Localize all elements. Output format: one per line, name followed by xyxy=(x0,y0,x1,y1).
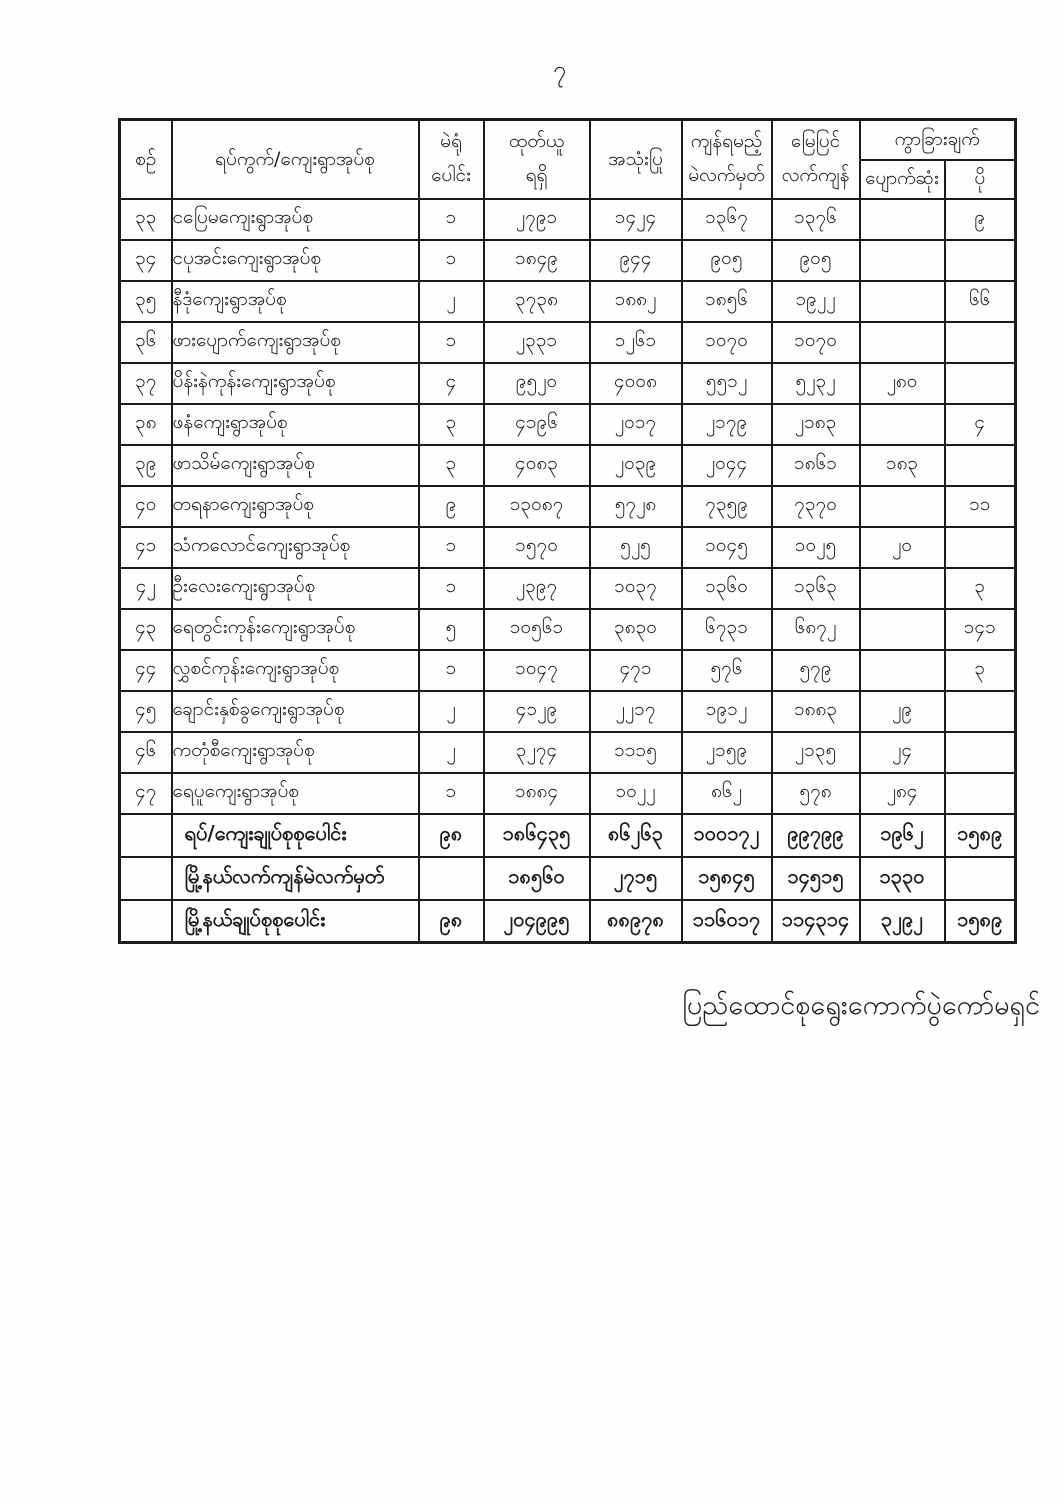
header-ground-remain-line1: မြေပြင် xyxy=(790,130,841,153)
name-cell: သံကလောင်ကျေးရွာအုပ်စု xyxy=(172,527,419,568)
header-ground-remain xyxy=(772,120,860,199)
stations-cell: ၁ xyxy=(419,568,484,609)
ground-remain-cell: ၂၁၃၅ xyxy=(772,732,860,773)
ballot-summary-table xyxy=(118,118,1017,944)
missing-cell: ၁၉၆၂ xyxy=(860,814,945,857)
serial-cell xyxy=(120,814,172,857)
missing-cell xyxy=(860,609,945,650)
stations-cell: ၁ xyxy=(419,322,484,363)
name-cell: ကတုံစီကျေးရွာအုပ်စု xyxy=(172,732,419,773)
extra-cell: ၃ xyxy=(945,650,1016,691)
name-cell: ဖနံကျေးရွာအုပ်စု xyxy=(172,404,419,445)
summary-row xyxy=(120,857,1016,900)
used-cell: ၁၁၁၅ xyxy=(590,732,682,773)
extra-cell: ၁၁ xyxy=(945,486,1016,527)
name-cell: ပိန်းနဲကုန်းကျေးရွာအုပ်စု xyxy=(172,363,419,404)
ground-remain-cell: ၆၈၇၂ xyxy=(772,609,860,650)
used-cell: ၁၂၆၁ xyxy=(590,322,682,363)
issued-cell: ၄၁၂၉ xyxy=(484,691,590,732)
required-remain-cell: ၁၀၇၀ xyxy=(682,322,772,363)
table-row xyxy=(120,281,1016,322)
ground-remain-cell: ၁၉၂၂ xyxy=(772,281,860,322)
stations-cell: ၁ xyxy=(419,240,484,281)
name-cell: ဖားပျောက်ကျေးရွာအုပ်စု xyxy=(172,322,419,363)
header-issued xyxy=(484,120,590,199)
stations-cell: ၃ xyxy=(419,445,484,486)
name-cell: ချောင်းနှစ်ခွကျေးရွာအုပ်စု xyxy=(172,691,419,732)
header-polling-stations xyxy=(419,120,484,199)
stations-cell: ၂ xyxy=(419,691,484,732)
required-remain-cell: ၁၈၅၆ xyxy=(682,281,772,322)
required-remain-cell: ၂၁၇၉ xyxy=(682,404,772,445)
missing-cell: ၂၄ xyxy=(860,732,945,773)
table-row xyxy=(120,527,1016,568)
required-remain-cell: ၅၅၁၂ xyxy=(682,363,772,404)
missing-cell: ၁၈၃ xyxy=(860,445,945,486)
issued-cell: ၄၀၈၃ xyxy=(484,445,590,486)
table-row xyxy=(120,732,1016,773)
table-row xyxy=(120,568,1016,609)
missing-cell xyxy=(860,650,945,691)
table-row xyxy=(120,773,1016,814)
serial-cell: ၄၅ xyxy=(120,691,172,732)
header-extra: ပို xyxy=(945,160,1016,199)
extra-cell: ၁၅၈၉ xyxy=(945,900,1016,943)
used-cell: ၂၇၁၅ xyxy=(590,857,682,900)
used-cell: ၃၈၃၀ xyxy=(590,609,682,650)
header-issued-line2: ရရှိ xyxy=(525,164,548,187)
ground-remain-cell: ၁၈၈၃ xyxy=(772,691,860,732)
stations-cell: ၁ xyxy=(419,650,484,691)
issued-cell: ၉၅၂၀ xyxy=(484,363,590,404)
extra-cell: ၆၆ xyxy=(945,281,1016,322)
issued-cell: ၁၀၄၇ xyxy=(484,650,590,691)
extra-cell xyxy=(945,773,1016,814)
required-remain-cell: ၁၃၆၇ xyxy=(682,199,772,240)
header-used: အသုံးပြု xyxy=(590,120,682,199)
name-cell: တရနာကျေးရွာအုပ်စု xyxy=(172,486,419,527)
stations-cell: ၁ xyxy=(419,773,484,814)
page-number: ၇ xyxy=(553,57,567,83)
stations-cell xyxy=(419,857,484,900)
used-cell: ၉၄၄ xyxy=(590,240,682,281)
summary-row xyxy=(120,814,1016,857)
ground-remain-cell: ၁၁၄၃၁၄ xyxy=(772,900,860,943)
extra-cell xyxy=(945,322,1016,363)
serial-cell: ၄၆ xyxy=(120,732,172,773)
stations-cell: ၉၈ xyxy=(419,900,484,943)
name-cell: ငပုအင်းကျေးရွာအုပ်စု xyxy=(172,240,419,281)
table-row xyxy=(120,199,1016,240)
serial-cell xyxy=(120,900,172,943)
summary-label-cell: မြို့နယ်လက်ကျန်မဲလက်မှတ် xyxy=(172,857,419,900)
table-row xyxy=(120,322,1016,363)
header-ward-village: ရပ်ကွက်/ကျေးရွာအုပ်စု xyxy=(172,120,419,199)
extra-cell xyxy=(945,732,1016,773)
ground-remain-cell: ၅၇၉ xyxy=(772,650,860,691)
required-remain-cell: ၆၇၃၁ xyxy=(682,609,772,650)
issued-cell: ၂၇၉၁ xyxy=(484,199,590,240)
used-cell: ၁၀၃၇ xyxy=(590,568,682,609)
table-row xyxy=(120,363,1016,404)
serial-cell: ၃၅ xyxy=(120,281,172,322)
issued-cell: ၁၅၇၀ xyxy=(484,527,590,568)
header-polling-stations-line2: ပေါင်း xyxy=(431,164,471,187)
serial-cell: ၃၇ xyxy=(120,363,172,404)
missing-cell xyxy=(860,281,945,322)
table-body xyxy=(120,199,1016,943)
ground-remain-cell: ၇၃၇၀ xyxy=(772,486,860,527)
name-cell: နီဒုံကျေးရွာအုပ်စု xyxy=(172,281,419,322)
stations-cell: ၁ xyxy=(419,199,484,240)
missing-cell: ၃၂၉၂ xyxy=(860,900,945,943)
serial-cell: ၃၃ xyxy=(120,199,172,240)
issued-cell: ၁၈၈၄ xyxy=(484,773,590,814)
issued-cell: ၂၃၃၁ xyxy=(484,322,590,363)
stations-cell: ၅ xyxy=(419,609,484,650)
used-cell: ၂၀၁၇ xyxy=(590,404,682,445)
used-cell: ၂၀၃၉ xyxy=(590,445,682,486)
required-remain-cell: ၁၅၈၄၅ xyxy=(682,857,772,900)
extra-cell: ၉ xyxy=(945,199,1016,240)
missing-cell xyxy=(860,240,945,281)
required-remain-cell: ၈၆၂ xyxy=(682,773,772,814)
used-cell: ၄၀၀၈ xyxy=(590,363,682,404)
table-row xyxy=(120,609,1016,650)
missing-cell: ၂၉ xyxy=(860,691,945,732)
used-cell: ၁၄၂၄ xyxy=(590,199,682,240)
ground-remain-cell: ၁၀၂၅ xyxy=(772,527,860,568)
header-missing: ပျောက်ဆုံး xyxy=(860,160,945,199)
serial-cell: ၄၄ xyxy=(120,650,172,691)
ground-remain-cell: ၁၀၇၀ xyxy=(772,322,860,363)
missing-cell: ၁၃၃၀ xyxy=(860,857,945,900)
extra-cell: ၁၅၈၉ xyxy=(945,814,1016,857)
serial-cell: ၃၈ xyxy=(120,404,172,445)
used-cell: ၂၂၁၇ xyxy=(590,691,682,732)
header-row-main xyxy=(120,120,1016,160)
used-cell: ၁၀၂၂ xyxy=(590,773,682,814)
serial-cell xyxy=(120,857,172,900)
required-remain-cell: ၉၀၅ xyxy=(682,240,772,281)
extra-cell: ၃ xyxy=(945,568,1016,609)
ground-remain-cell: ၅၂၃၂ xyxy=(772,363,860,404)
issued-cell: ၂၃၉၇ xyxy=(484,568,590,609)
stations-cell: ၄ xyxy=(419,363,484,404)
ground-remain-cell: ၁၄၅၁၅ xyxy=(772,857,860,900)
serial-cell: ၄၇ xyxy=(120,773,172,814)
header-polling-stations-line1: မဲရုံ xyxy=(440,130,462,153)
header-difference: ကွာခြားချက် xyxy=(860,120,1016,160)
summary-label-cell: ရပ်/ကျေးချုပ်စုစုပေါင်း xyxy=(172,814,419,857)
issued-cell: ၂၀၄၉၉၅ xyxy=(484,900,590,943)
issued-cell: ၄၁၉၆ xyxy=(484,404,590,445)
missing-cell xyxy=(860,322,945,363)
table-row xyxy=(120,445,1016,486)
extra-cell xyxy=(945,857,1016,900)
name-cell: ရေပူကျေးရွာအုပ်စု xyxy=(172,773,419,814)
issued-cell: ၁၃၀၈၇ xyxy=(484,486,590,527)
missing-cell xyxy=(860,486,945,527)
serial-cell: ၄၂ xyxy=(120,568,172,609)
used-cell: ၈၈၉၇၈ xyxy=(590,900,682,943)
name-cell: ရေတွင်းကုန်းကျေးရွာအုပ်စု xyxy=(172,609,419,650)
serial-cell: ၄၁ xyxy=(120,527,172,568)
header-issued-line1: ထုတ်ယူ xyxy=(508,130,565,153)
issued-cell: ၁၈၆၄၃၅ xyxy=(484,814,590,857)
ground-remain-cell: ၂၁၈၃ xyxy=(772,404,860,445)
serial-cell: ၃၉ xyxy=(120,445,172,486)
serial-cell: ၃၆ xyxy=(120,322,172,363)
table-row xyxy=(120,486,1016,527)
required-remain-cell: ၁၁၆၀၁၇ xyxy=(682,900,772,943)
extra-cell xyxy=(945,691,1016,732)
missing-cell: ၂၈၄ xyxy=(860,773,945,814)
ground-remain-cell: ၉၀၅ xyxy=(772,240,860,281)
stations-cell: ၂ xyxy=(419,732,484,773)
used-cell: ၁၈၈၂ xyxy=(590,281,682,322)
stations-cell: ၂ xyxy=(419,281,484,322)
table-header xyxy=(120,120,1016,199)
extra-cell xyxy=(945,527,1016,568)
required-remain-cell: ၇၃၅၉ xyxy=(682,486,772,527)
table-row xyxy=(120,691,1016,732)
issued-cell: ၃၇၃၈ xyxy=(484,281,590,322)
ground-remain-cell: ၉၉၇၉၉ xyxy=(772,814,860,857)
serial-cell: ၃၄ xyxy=(120,240,172,281)
issued-cell: ၃၂၇၄ xyxy=(484,732,590,773)
used-cell: ၅၂၅ xyxy=(590,527,682,568)
issued-cell: ၁၈၅၆၀ xyxy=(484,857,590,900)
ground-remain-cell: ၁၃၇၆ xyxy=(772,199,860,240)
required-remain-cell: ၁၃၆၀ xyxy=(682,568,772,609)
required-remain-cell: ၁၀၀၁၇၂ xyxy=(682,814,772,857)
required-remain-cell: ၁၉၁၂ xyxy=(682,691,772,732)
header-required-remain-line1: ကျန်ရမည့် xyxy=(690,130,763,153)
used-cell: ၅၇၂၈ xyxy=(590,486,682,527)
missing-cell xyxy=(860,568,945,609)
ground-remain-cell: ၁၈၆၁ xyxy=(772,445,860,486)
extra-cell: ၄ xyxy=(945,404,1016,445)
name-cell: လွှစင်ကုန်းကျေးရွာအုပ်စု xyxy=(172,650,419,691)
header-ground-remain-line2: လက်ကျန် xyxy=(781,164,850,187)
ground-remain-cell: ၅၇၈ xyxy=(772,773,860,814)
table-row xyxy=(120,404,1016,445)
required-remain-cell: ၂၀၄၄ xyxy=(682,445,772,486)
required-remain-cell: ၅၇၆ xyxy=(682,650,772,691)
ground-remain-cell: ၁၃၆၃ xyxy=(772,568,860,609)
stations-cell: ၉ xyxy=(419,486,484,527)
serial-cell: ၄၃ xyxy=(120,609,172,650)
footer-signature: ပြည်ထောင်စုရွေးကောက်ပွဲကော်မရှင် xyxy=(682,990,1040,1021)
issued-cell: ၁၀၅၆၁ xyxy=(484,609,590,650)
summary-row xyxy=(120,900,1016,943)
name-cell: ဖာသိမ်ကျေးရွာအုပ်စု xyxy=(172,445,419,486)
required-remain-cell: ၁၀၄၅ xyxy=(682,527,772,568)
stations-cell: ၉၈ xyxy=(419,814,484,857)
used-cell: ၈၆၂၆၃ xyxy=(590,814,682,857)
name-cell: ဦးလေးကျေးရွာအုပ်စု xyxy=(172,568,419,609)
stations-cell: ၃ xyxy=(419,404,484,445)
extra-cell: ၁၄၁ xyxy=(945,609,1016,650)
used-cell: ၄၇၁ xyxy=(590,650,682,691)
issued-cell: ၁၈၄၉ xyxy=(484,240,590,281)
summary-label-cell: မြို့နယ်ချုပ်စုစုပေါင်း xyxy=(172,900,419,943)
extra-cell xyxy=(945,363,1016,404)
name-cell: ငပြေမကျေးရွာအုပ်စု xyxy=(172,199,419,240)
missing-cell xyxy=(860,404,945,445)
extra-cell xyxy=(945,240,1016,281)
missing-cell: ၂၈၀ xyxy=(860,363,945,404)
missing-cell: ၂၀ xyxy=(860,527,945,568)
header-required-remain xyxy=(682,120,772,199)
table-row xyxy=(120,240,1016,281)
table-row xyxy=(120,650,1016,691)
missing-cell xyxy=(860,199,945,240)
extra-cell xyxy=(945,445,1016,486)
stations-cell: ၁ xyxy=(419,527,484,568)
header-serial: စဉ် xyxy=(120,120,172,199)
serial-cell: ၄၀ xyxy=(120,486,172,527)
header-required-remain-line2: မဲလက်မှတ် xyxy=(688,164,765,187)
required-remain-cell: ၂၁၅၉ xyxy=(682,732,772,773)
